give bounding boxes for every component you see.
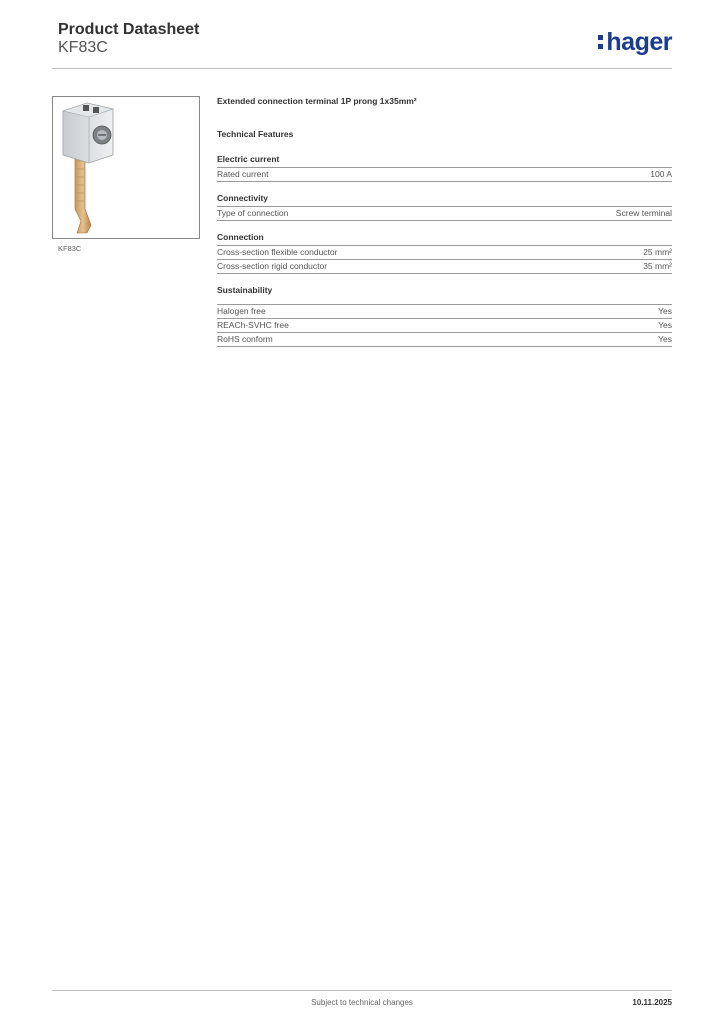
spec-value: 35 mm² xyxy=(643,261,672,271)
spec-label: Type of connection xyxy=(217,208,289,218)
footer-date: 10.11.2025 xyxy=(632,998,672,1007)
product-code: KF83C xyxy=(58,39,108,56)
spec-row xyxy=(217,168,672,182)
footer-divider xyxy=(52,990,672,991)
section-title: Connectivity xyxy=(217,193,672,207)
spec-label: Cross-section rigid conductor xyxy=(217,261,328,271)
section-connection xyxy=(217,232,672,274)
section-title: Sustainability xyxy=(217,285,273,295)
spec-label: Cross-section flexible conductor xyxy=(217,247,338,257)
image-caption: KF83C xyxy=(58,244,82,253)
hager-logo xyxy=(598,28,672,57)
spec-label: REACh-SVHC free xyxy=(217,320,289,330)
spec-row xyxy=(217,207,672,221)
spec-value: 100 A xyxy=(650,169,672,179)
section-sustainability xyxy=(217,285,672,347)
spec-value: Screw terminal xyxy=(615,208,672,218)
section-connectivity xyxy=(217,193,672,221)
spec-label: RoHS conform xyxy=(217,334,273,344)
section-title: Connection xyxy=(217,232,672,246)
spec-value: Yes xyxy=(658,306,672,316)
header-divider xyxy=(52,68,672,69)
product-image xyxy=(52,96,200,239)
terminal-image-icon xyxy=(53,97,199,238)
spec-rows xyxy=(217,304,672,347)
spec-value: Yes xyxy=(658,334,672,344)
logo-text: hager xyxy=(606,28,672,56)
section-electric-current xyxy=(217,154,672,182)
logo-mark-icon xyxy=(598,28,603,49)
product-name: Extended connection terminal 1P prong 1x35mm² xyxy=(217,96,417,106)
spec-label: Halogen free xyxy=(217,306,266,316)
spec-label: Rated current xyxy=(217,169,269,179)
technical-features-heading: Technical Features xyxy=(217,129,294,139)
footer-note: Subject to technical changes xyxy=(311,998,413,1007)
spec-row xyxy=(217,305,672,319)
technical-content xyxy=(217,96,672,347)
spec-row xyxy=(217,333,672,347)
spec-value: 25 mm² xyxy=(643,247,672,257)
spec-value: Yes xyxy=(658,320,672,330)
spec-row xyxy=(217,260,672,274)
spec-row xyxy=(217,319,672,333)
section-title: Electric current xyxy=(217,154,672,168)
page-title: Product Datasheet xyxy=(58,21,200,38)
spec-row xyxy=(217,246,672,260)
